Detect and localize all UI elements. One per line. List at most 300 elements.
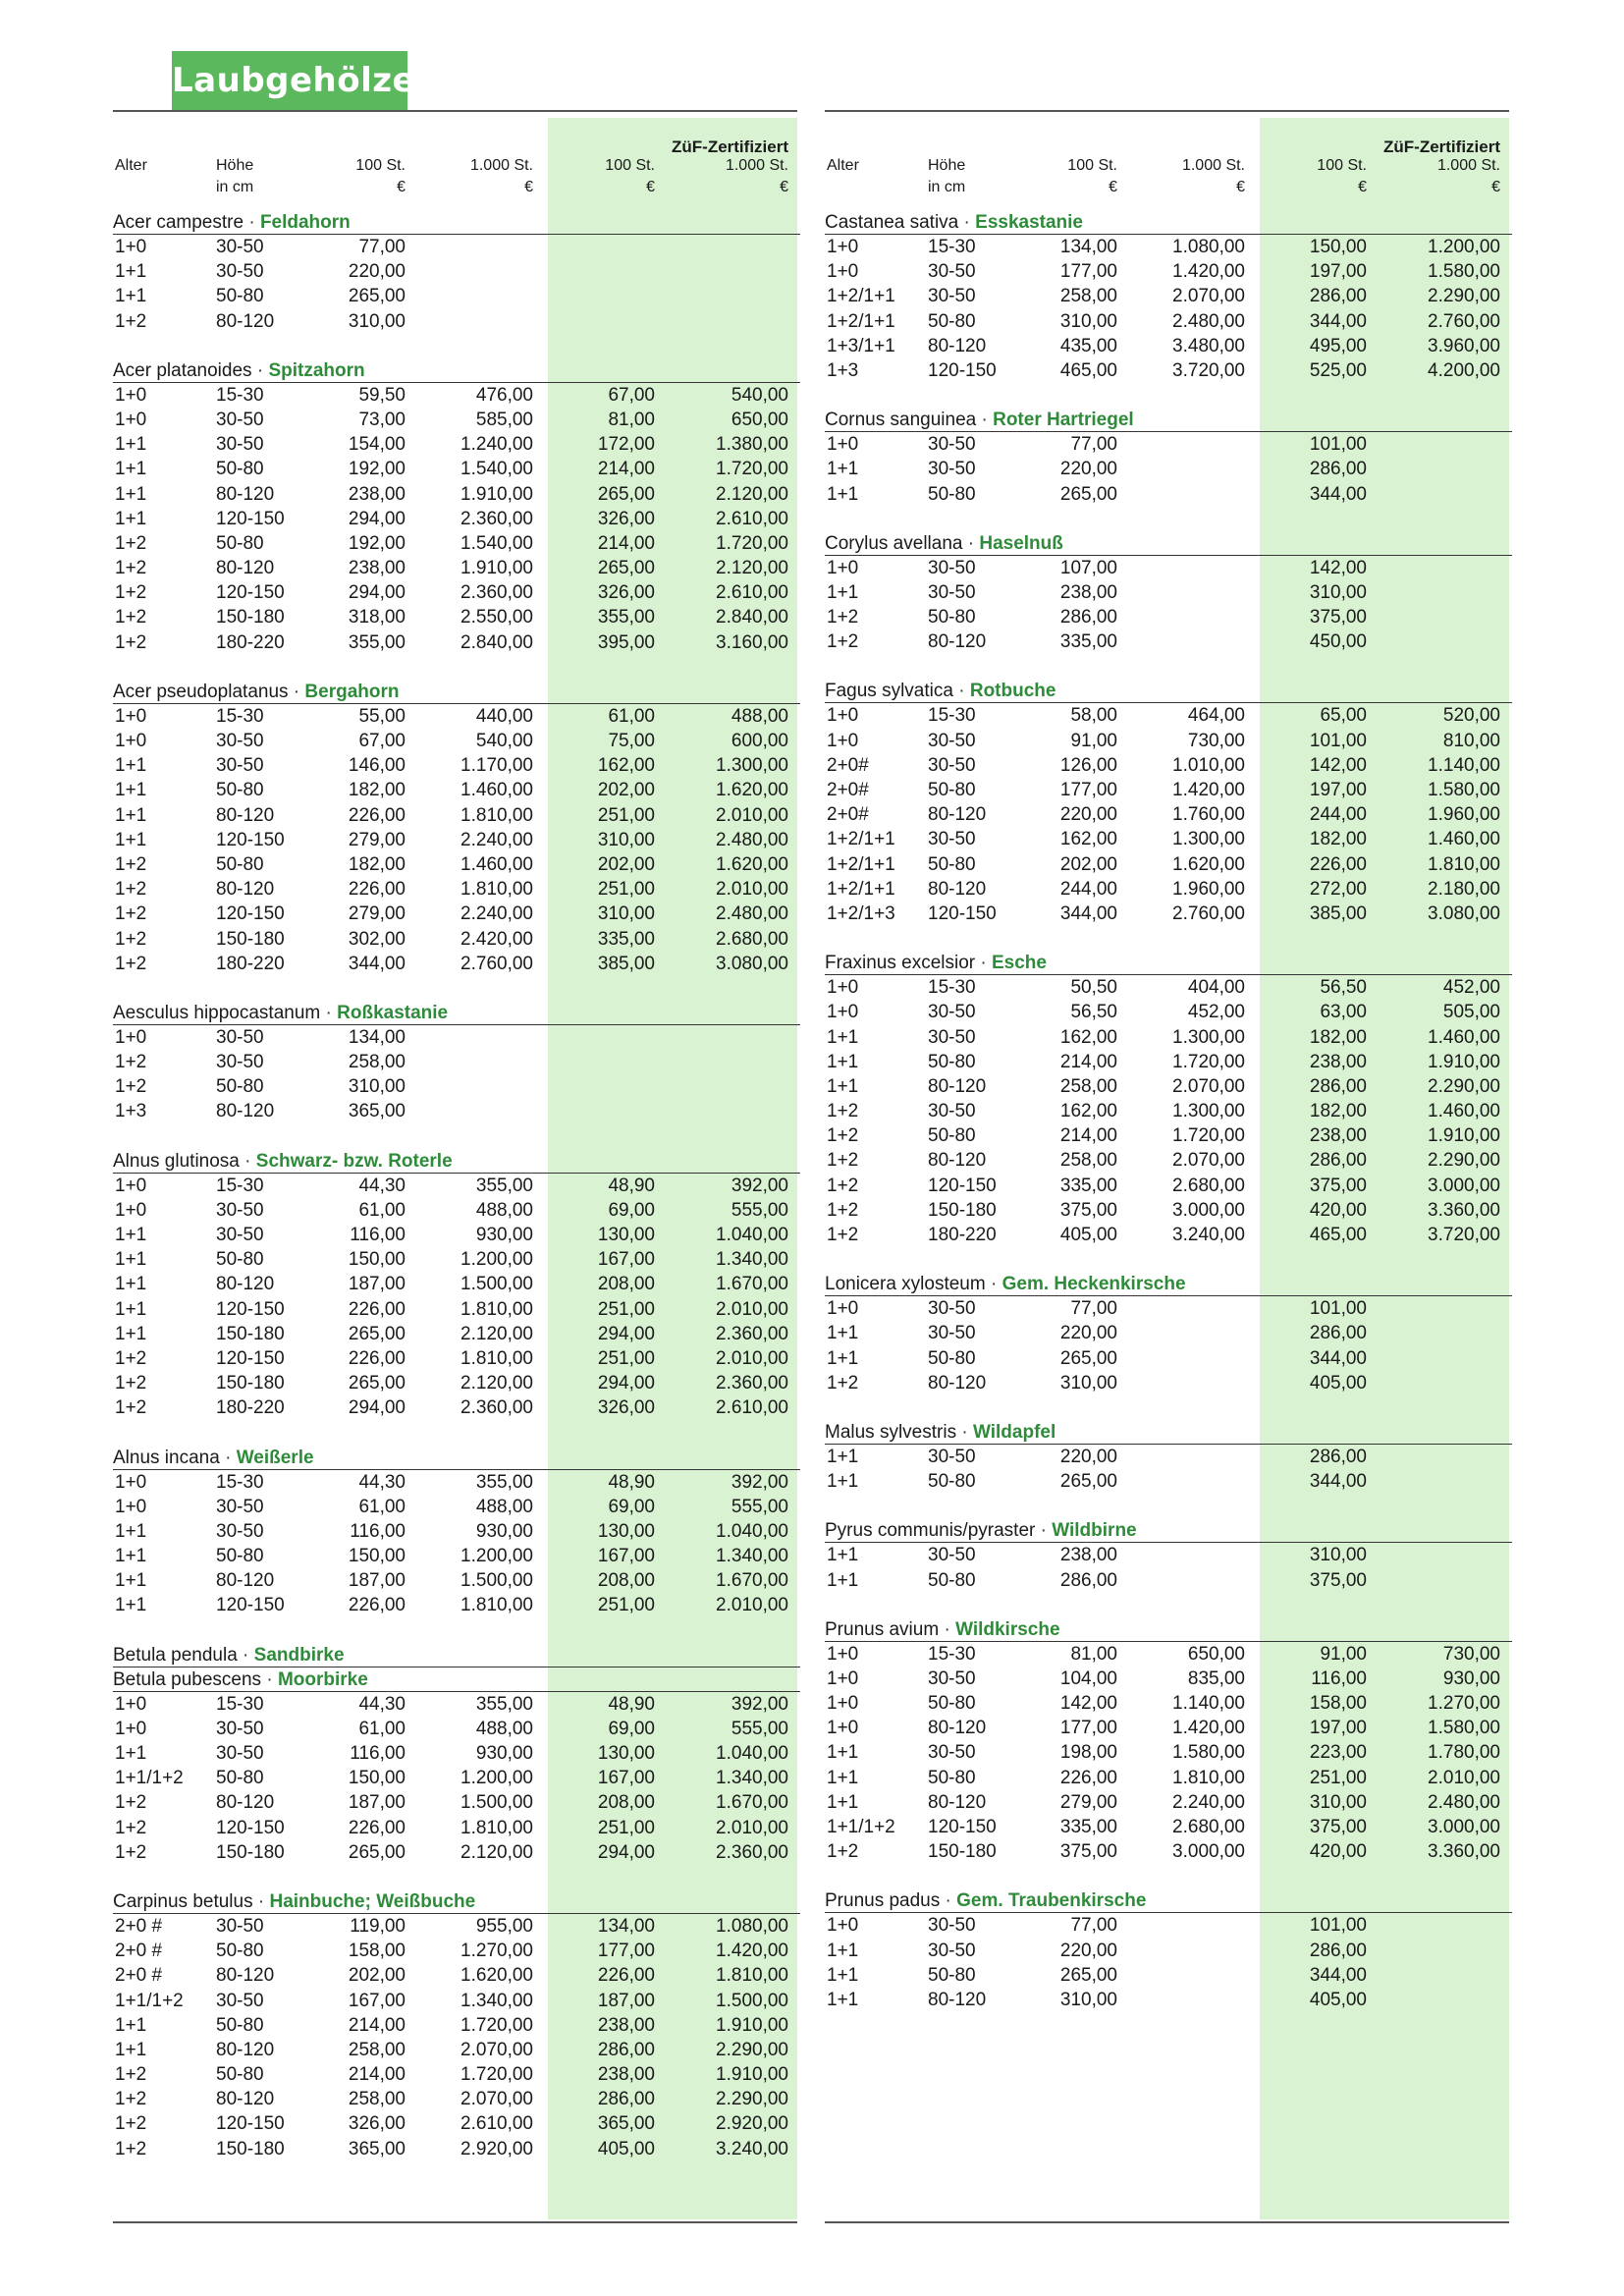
header-zuef-100-currency: € <box>1358 179 1367 195</box>
cell-z1000: 1.040,00 <box>716 1520 788 1542</box>
price-row <box>825 1469 1512 1494</box>
section-gap <box>113 976 800 1001</box>
price-row <box>113 927 800 952</box>
cell-hoehe: 120-150 <box>216 1595 285 1616</box>
cell-z1000: 1.780,00 <box>1428 1742 1500 1764</box>
price-row <box>113 1766 800 1790</box>
cell-hoehe: 15-30 <box>928 705 976 727</box>
cell-p100: 344,00 <box>1059 902 1117 924</box>
cell-p100: 116,00 <box>350 1520 406 1542</box>
top-rule-left <box>113 110 797 112</box>
price-row <box>113 556 800 580</box>
cell-p100: 134,00 <box>1059 237 1117 257</box>
cell-z100: 286,00 <box>1309 1446 1367 1467</box>
cell-z1000: 1.500,00 <box>716 1990 788 2011</box>
cell-alter: 1+1 <box>115 829 147 850</box>
cell-z100: 344,00 <box>1309 1471 1367 1493</box>
cell-hoehe: 30-50 <box>216 434 264 456</box>
cell-p100: 365,00 <box>348 2138 406 2159</box>
cell-alter: 1+1 <box>115 434 147 456</box>
price-row <box>825 1346 1512 1371</box>
price-row <box>825 334 1512 358</box>
cell-p1000: 1.580,00 <box>1172 1742 1245 1764</box>
cell-hoehe: 30-50 <box>216 1743 264 1764</box>
cell-p1000: 1.620,00 <box>460 1965 533 1987</box>
cell-hoehe: 120-150 <box>216 582 285 604</box>
section-gap <box>825 1494 1512 1518</box>
cell-hoehe: 50-80 <box>928 1125 976 1147</box>
cell-z100: 142,00 <box>1309 557 1367 578</box>
cell-alter: 1+1/1+2 <box>115 1990 184 2011</box>
cell-z100: 310,00 <box>597 903 655 925</box>
cell-p100: 162,00 <box>1059 1026 1117 1048</box>
german-name: Wildkirsche <box>955 1618 1060 1640</box>
cell-alter: 1+0 <box>827 1718 859 1739</box>
cell-p100: 226,00 <box>348 1595 406 1616</box>
cell-p1000: 1.420,00 <box>1172 1718 1245 1739</box>
price-row <box>113 482 800 507</box>
cell-z1000: 452,00 <box>1442 977 1500 999</box>
cell-z1000: 3.160,00 <box>716 631 788 653</box>
cell-z1000: 555,00 <box>731 1718 788 1739</box>
cell-p1000: 1.460,00 <box>460 853 533 875</box>
cell-p1000: 488,00 <box>475 1718 533 1739</box>
cell-hoehe: 50-80 <box>216 2064 264 2086</box>
cell-p1000: 3.240,00 <box>1172 1225 1245 1245</box>
cell-z100: 286,00 <box>1309 1075 1367 1097</box>
cell-p1000: 930,00 <box>475 1225 533 1245</box>
cell-alter: 1+1 <box>827 1989 859 2010</box>
cell-hoehe: 80-120 <box>216 558 275 579</box>
cell-alter: 1+1 <box>115 483 147 505</box>
species-title <box>825 1888 1512 1913</box>
cell-alter: 1+2 <box>827 1372 859 1394</box>
cell-p1000: 1.010,00 <box>1172 754 1245 776</box>
header-hoehe: Höhe <box>216 157 254 174</box>
cell-hoehe: 150-180 <box>216 2138 285 2159</box>
cell-p1000: 1.910,00 <box>460 483 533 505</box>
botanical-name: Fraxinus excelsior <box>825 953 976 974</box>
price-row <box>113 1272 800 1296</box>
cell-hoehe: 50-80 <box>928 1471 976 1493</box>
header-zuef: ZüF-Zertifiziert <box>1383 137 1500 156</box>
price-row <box>825 1371 1512 1395</box>
cell-z1000: 2.290,00 <box>1428 1075 1500 1097</box>
cell-z100: 294,00 <box>597 1841 655 1863</box>
cell-z100: 405,00 <box>1309 1989 1367 2010</box>
cell-p100: 150,00 <box>348 1249 406 1271</box>
cell-z100: 48,90 <box>608 1175 655 1196</box>
cell-alter: 1+1 <box>115 1743 147 1764</box>
cell-p100: 238,00 <box>1059 581 1117 603</box>
cell-z1000: 520,00 <box>1442 705 1500 727</box>
cell-z1000: 1.910,00 <box>716 2014 788 2036</box>
cell-alter: 1+0 <box>827 1002 859 1023</box>
price-row <box>113 259 800 284</box>
cell-z100: 182,00 <box>1309 1101 1367 1122</box>
cell-z100: 385,00 <box>1309 902 1367 924</box>
cell-z100: 286,00 <box>1309 1940 1367 1961</box>
cell-hoehe: 15-30 <box>928 237 976 257</box>
cell-alter: 1+2 <box>115 1397 147 1419</box>
cell-p100: 375,00 <box>1059 1199 1117 1221</box>
cell-p1000: 1.810,00 <box>460 1595 533 1616</box>
price-row <box>113 753 800 778</box>
price-row <box>825 1025 1512 1050</box>
species-section <box>825 1888 1512 2012</box>
cell-hoehe: 150-180 <box>216 1323 285 1344</box>
cell-z100: 63,00 <box>1320 1002 1367 1023</box>
cell-p100: 220,00 <box>1059 1323 1117 1344</box>
cell-z100: 495,00 <box>1309 335 1367 356</box>
cell-p100: 310,00 <box>348 310 406 332</box>
cell-alter: 1+1 <box>827 459 859 480</box>
cell-hoehe: 50-80 <box>928 853 976 875</box>
price-row <box>825 284 1512 308</box>
species-section <box>825 1617 1512 1865</box>
price-row <box>113 1790 800 1815</box>
cell-p1000: 2.240,00 <box>460 903 533 925</box>
section-gap <box>113 334 800 358</box>
botanical-name: Fagus sylvatica <box>825 681 953 702</box>
cell-z1000: 2.010,00 <box>1428 1767 1500 1788</box>
cell-p100: 77,00 <box>1070 1915 1117 1937</box>
cell-p100: 154,00 <box>348 434 406 456</box>
cell-alter: 1+1 <box>827 1051 859 1072</box>
cell-p100: 226,00 <box>348 1347 406 1369</box>
cell-z1000: 540,00 <box>731 384 788 406</box>
cell-z1000: 2.010,00 <box>716 804 788 826</box>
price-row <box>113 457 800 481</box>
cell-p100: 226,00 <box>348 879 406 901</box>
price-row <box>113 828 800 852</box>
cell-z1000: 1.200,00 <box>1428 237 1500 257</box>
price-row <box>113 1963 800 1988</box>
price-row <box>113 1741 800 1766</box>
cell-z1000: 1.580,00 <box>1428 1718 1500 1739</box>
species-title <box>113 1643 800 1667</box>
cell-z100: 286,00 <box>597 2089 655 2110</box>
german-name: Moorbirke <box>277 1668 368 1690</box>
cell-p100: 310,00 <box>348 1076 406 1098</box>
cell-p1000: 1.540,00 <box>460 459 533 480</box>
species-section <box>825 1272 1512 1395</box>
cell-alter: 1+2 <box>827 1841 859 1863</box>
cell-hoehe: 120-150 <box>216 1817 285 1838</box>
cell-z100: 91,00 <box>1320 1643 1367 1665</box>
cell-p100: 119,00 <box>350 1915 406 1937</box>
cell-p1000: 650,00 <box>1187 1643 1245 1665</box>
cell-p1000: 2.070,00 <box>1172 286 1245 307</box>
cell-hoehe: 80-120 <box>928 335 987 356</box>
section-gap <box>113 1865 800 1889</box>
cell-z1000: 392,00 <box>731 1175 788 1196</box>
cell-alter: 1+2/1+3 <box>827 902 895 924</box>
header-zuef-1000: 1.000 St. <box>1436 157 1500 174</box>
header-hoehe-unit: in cm <box>216 179 254 195</box>
price-row <box>113 1099 800 1123</box>
cell-p1000: 452,00 <box>1187 1002 1245 1023</box>
german-name: Esskastanie <box>975 212 1083 233</box>
botanical-name: Malus sylvestris <box>825 1421 957 1443</box>
price-row <box>113 952 800 976</box>
cell-p1000: 2.680,00 <box>1172 1817 1245 1837</box>
cell-alter: 1+2 <box>115 2113 147 2135</box>
cell-alter: 1+2 <box>827 1101 859 1122</box>
cell-z1000: 600,00 <box>731 731 788 751</box>
cell-p1000: 1.810,00 <box>460 804 533 826</box>
cell-alter: 1+1 <box>115 1520 147 1542</box>
cell-alter: 1+0 <box>827 1643 859 1665</box>
cell-hoehe: 50-80 <box>216 2014 264 2036</box>
botanical-name: Prunus avium <box>825 1618 940 1640</box>
cell-p1000: 1.500,00 <box>460 1792 533 1814</box>
cell-p1000: 2.610,00 <box>460 2113 533 2135</box>
cell-alter: 1+0 <box>115 1175 147 1196</box>
column-header <box>825 134 1512 204</box>
cell-z1000: 3.000,00 <box>1428 1175 1500 1196</box>
cell-z100: 405,00 <box>597 2138 655 2159</box>
cell-p100: 279,00 <box>1059 1791 1117 1813</box>
cell-z1000: 1.270,00 <box>1428 1693 1500 1715</box>
cell-p100: 220,00 <box>1059 804 1117 826</box>
cell-z100: 167,00 <box>597 1249 655 1271</box>
cell-hoehe: 30-50 <box>928 1101 976 1122</box>
cell-p1000: 1.300,00 <box>1172 1101 1245 1122</box>
cell-alter: 1+2 <box>115 1076 147 1098</box>
cell-z100: 197,00 <box>1309 780 1367 800</box>
cell-p100: 335,00 <box>1059 1817 1117 1837</box>
section-gap <box>825 383 1512 408</box>
cell-hoehe: 50-80 <box>216 1941 264 1962</box>
cell-z1000: 3.360,00 <box>1428 1841 1500 1863</box>
cell-z100: 251,00 <box>597 1298 655 1320</box>
name-separator: · <box>252 1890 270 1912</box>
cell-p100: 146,00 <box>348 755 406 777</box>
cell-z1000: 2.010,00 <box>716 1595 788 1616</box>
cell-hoehe: 50-80 <box>928 607 976 629</box>
header-1000-currency: € <box>524 179 533 195</box>
cell-z100: 69,00 <box>608 1199 655 1221</box>
cell-p1000: 1.240,00 <box>460 434 533 456</box>
header-zuef-100: 100 St. <box>1317 157 1367 174</box>
cell-z100: 208,00 <box>597 1792 655 1814</box>
header-1000: 1.000 St. <box>1181 157 1245 174</box>
section-gap <box>113 1421 800 1446</box>
price-row <box>825 1642 1512 1667</box>
cell-z1000: 3.960,00 <box>1428 335 1500 356</box>
cell-p1000: 2.070,00 <box>1172 1150 1245 1172</box>
cell-z100: 265,00 <box>597 483 655 505</box>
cell-p1000: 835,00 <box>1187 1667 1245 1689</box>
cell-z1000: 392,00 <box>731 1471 788 1493</box>
price-row <box>825 827 1512 851</box>
cell-p100: 265,00 <box>1059 483 1117 505</box>
cell-hoehe: 15-30 <box>928 1643 976 1665</box>
cell-p100: 265,00 <box>1059 1347 1117 1369</box>
cell-z100: 101,00 <box>1309 1915 1367 1937</box>
cell-z1000: 1.720,00 <box>716 459 788 480</box>
cell-p100: 77,00 <box>1070 434 1117 456</box>
price-row <box>113 2111 800 2136</box>
cell-z100: 167,00 <box>597 1768 655 1789</box>
name-separator: · <box>952 681 970 702</box>
cell-alter: 1+2 <box>827 1150 859 1172</box>
cell-z100: 130,00 <box>597 1225 655 1245</box>
section-gap <box>825 654 1512 679</box>
cell-alter: 1+0 <box>115 1471 147 1493</box>
cell-hoehe: 15-30 <box>928 977 976 999</box>
cell-alter: 1+2 <box>115 558 147 579</box>
price-row <box>825 1667 1512 1691</box>
header-1000-currency: € <box>1236 179 1245 195</box>
cell-p100: 77,00 <box>358 237 406 257</box>
cell-z100: 182,00 <box>1309 1026 1367 1048</box>
cell-p1000: 2.760,00 <box>460 953 533 974</box>
german-name: Feldahorn <box>259 212 351 233</box>
cell-p100: 279,00 <box>348 903 406 925</box>
cell-p100: 187,00 <box>348 1570 406 1592</box>
header-zuef-1000-currency: € <box>780 179 788 195</box>
cell-z100: 385,00 <box>597 953 655 974</box>
cell-alter: 1+0 <box>827 730 859 751</box>
cell-z1000: 1.340,00 <box>716 1249 788 1271</box>
botanical-name: Prunus padus <box>825 1890 941 1912</box>
header-100: 100 St. <box>1067 157 1117 174</box>
name-separator: · <box>239 1150 256 1172</box>
cell-p100: 244,00 <box>1059 878 1117 900</box>
cell-z100: 465,00 <box>1309 1225 1367 1245</box>
cell-p1000: 1.810,00 <box>460 879 533 901</box>
cell-z100: 197,00 <box>1309 261 1367 283</box>
price-row <box>113 580 800 605</box>
cell-p100: 67,00 <box>358 731 406 751</box>
cell-z1000: 3.720,00 <box>1428 1225 1500 1245</box>
cell-p100: 44,30 <box>358 1175 406 1196</box>
cell-p1000: 1.200,00 <box>460 1249 533 1271</box>
german-name: Roßkastanie <box>337 1002 449 1023</box>
cell-alter: 1+1 <box>827 1964 859 1986</box>
cell-p100: 77,00 <box>1070 1298 1117 1320</box>
cell-hoehe: 50-80 <box>928 310 976 332</box>
price-row <box>113 1223 800 1247</box>
cell-hoehe: 120-150 <box>216 508 285 529</box>
price-row <box>113 2013 800 2038</box>
cell-p100: 310,00 <box>1059 1989 1117 2010</box>
price-row <box>825 1790 1512 1815</box>
species-title <box>825 531 1512 556</box>
botanical-name: Acer platanoides <box>113 359 252 381</box>
german-name: Sandbirke <box>253 1644 345 1666</box>
cell-p1000: 3.480,00 <box>1172 335 1245 356</box>
price-row <box>113 432 800 457</box>
cell-z100: 67,00 <box>608 384 655 406</box>
cell-p1000: 1.420,00 <box>1172 261 1245 283</box>
price-row <box>825 1198 1512 1223</box>
price-row <box>825 1074 1512 1099</box>
cell-z100: 150,00 <box>1309 237 1367 257</box>
cell-p100: 202,00 <box>1059 853 1117 875</box>
cell-z100: 162,00 <box>597 755 655 777</box>
price-row <box>113 2038 800 2062</box>
cell-p100: 162,00 <box>1059 829 1117 850</box>
botanical-name: Aesculus hippocastanum <box>113 1002 321 1023</box>
cell-p1000: 2.760,00 <box>1172 902 1245 924</box>
botanical-name: Corylus avellana <box>825 532 963 554</box>
cell-p1000: 404,00 <box>1187 977 1245 999</box>
price-row <box>825 235 1512 259</box>
cell-p1000: 1.810,00 <box>460 1347 533 1369</box>
name-separator: · <box>251 359 269 381</box>
cell-z1000: 2.840,00 <box>716 607 788 629</box>
cell-z1000: 2.480,00 <box>1428 1791 1500 1813</box>
cell-z100: 420,00 <box>1309 1841 1367 1863</box>
cell-alter: 1+2 <box>115 532 147 554</box>
price-row <box>113 1247 800 1272</box>
name-separator: · <box>244 212 260 233</box>
cell-z1000: 1.580,00 <box>1428 780 1500 800</box>
cell-z1000: 555,00 <box>731 1199 788 1221</box>
cell-z1000: 1.460,00 <box>1428 1026 1500 1048</box>
cell-p1000: 955,00 <box>475 1915 533 1937</box>
cell-p100: 286,00 <box>1059 607 1117 629</box>
cell-p100: 238,00 <box>1059 1545 1117 1566</box>
price-row <box>825 1174 1512 1198</box>
cell-z100: 272,00 <box>1309 878 1367 900</box>
botanical-name: Betula pendula <box>113 1644 238 1666</box>
cell-p100: 258,00 <box>1059 1075 1117 1097</box>
cell-z1000: 1.300,00 <box>716 755 788 777</box>
cell-hoehe: 50-80 <box>928 780 976 800</box>
price-row <box>825 1000 1512 1024</box>
species-title <box>825 951 1512 975</box>
cell-alter: 1+1 <box>827 1742 859 1764</box>
cell-p100: 107,00 <box>1059 557 1117 578</box>
price-row <box>825 802 1512 827</box>
cell-p100: 220,00 <box>1059 459 1117 480</box>
cell-alter: 1+0 <box>115 409 147 430</box>
cell-alter: 1+1 <box>115 2014 147 2036</box>
cell-alter: 1+1 <box>827 1791 859 1813</box>
cell-alter: 1+1/1+2 <box>827 1817 895 1837</box>
cell-hoehe: 30-50 <box>928 1742 976 1764</box>
cell-hoehe: 80-120 <box>216 2089 275 2110</box>
cell-p100: 326,00 <box>348 2113 406 2135</box>
cell-p1000: 488,00 <box>475 1199 533 1221</box>
species-section <box>825 531 1512 655</box>
name-separator: · <box>261 1668 278 1690</box>
cell-alter: 1+0 <box>115 1026 147 1048</box>
cell-z1000: 1.420,00 <box>716 1941 788 1962</box>
cell-z100: 251,00 <box>597 879 655 901</box>
cell-hoehe: 30-50 <box>928 754 976 776</box>
cell-z100: 344,00 <box>1309 310 1367 332</box>
cell-alter: 1+2 <box>827 1225 859 1245</box>
cell-p100: 61,00 <box>358 1718 406 1739</box>
price-row <box>825 1050 1512 1074</box>
price-row <box>113 1470 800 1495</box>
cell-z1000: 1.670,00 <box>716 1274 788 1295</box>
cell-z100: 238,00 <box>597 2014 655 2036</box>
cell-z1000: 1.910,00 <box>1428 1051 1500 1072</box>
price-row <box>825 877 1512 902</box>
cell-hoehe: 80-120 <box>216 879 275 901</box>
cell-hoehe: 150-180 <box>928 1199 997 1221</box>
price-row <box>825 1223 1512 1247</box>
cell-z100: 69,00 <box>608 1718 655 1739</box>
cell-z100: 130,00 <box>597 1520 655 1542</box>
cell-alter: 1+2/1+1 <box>827 829 895 850</box>
